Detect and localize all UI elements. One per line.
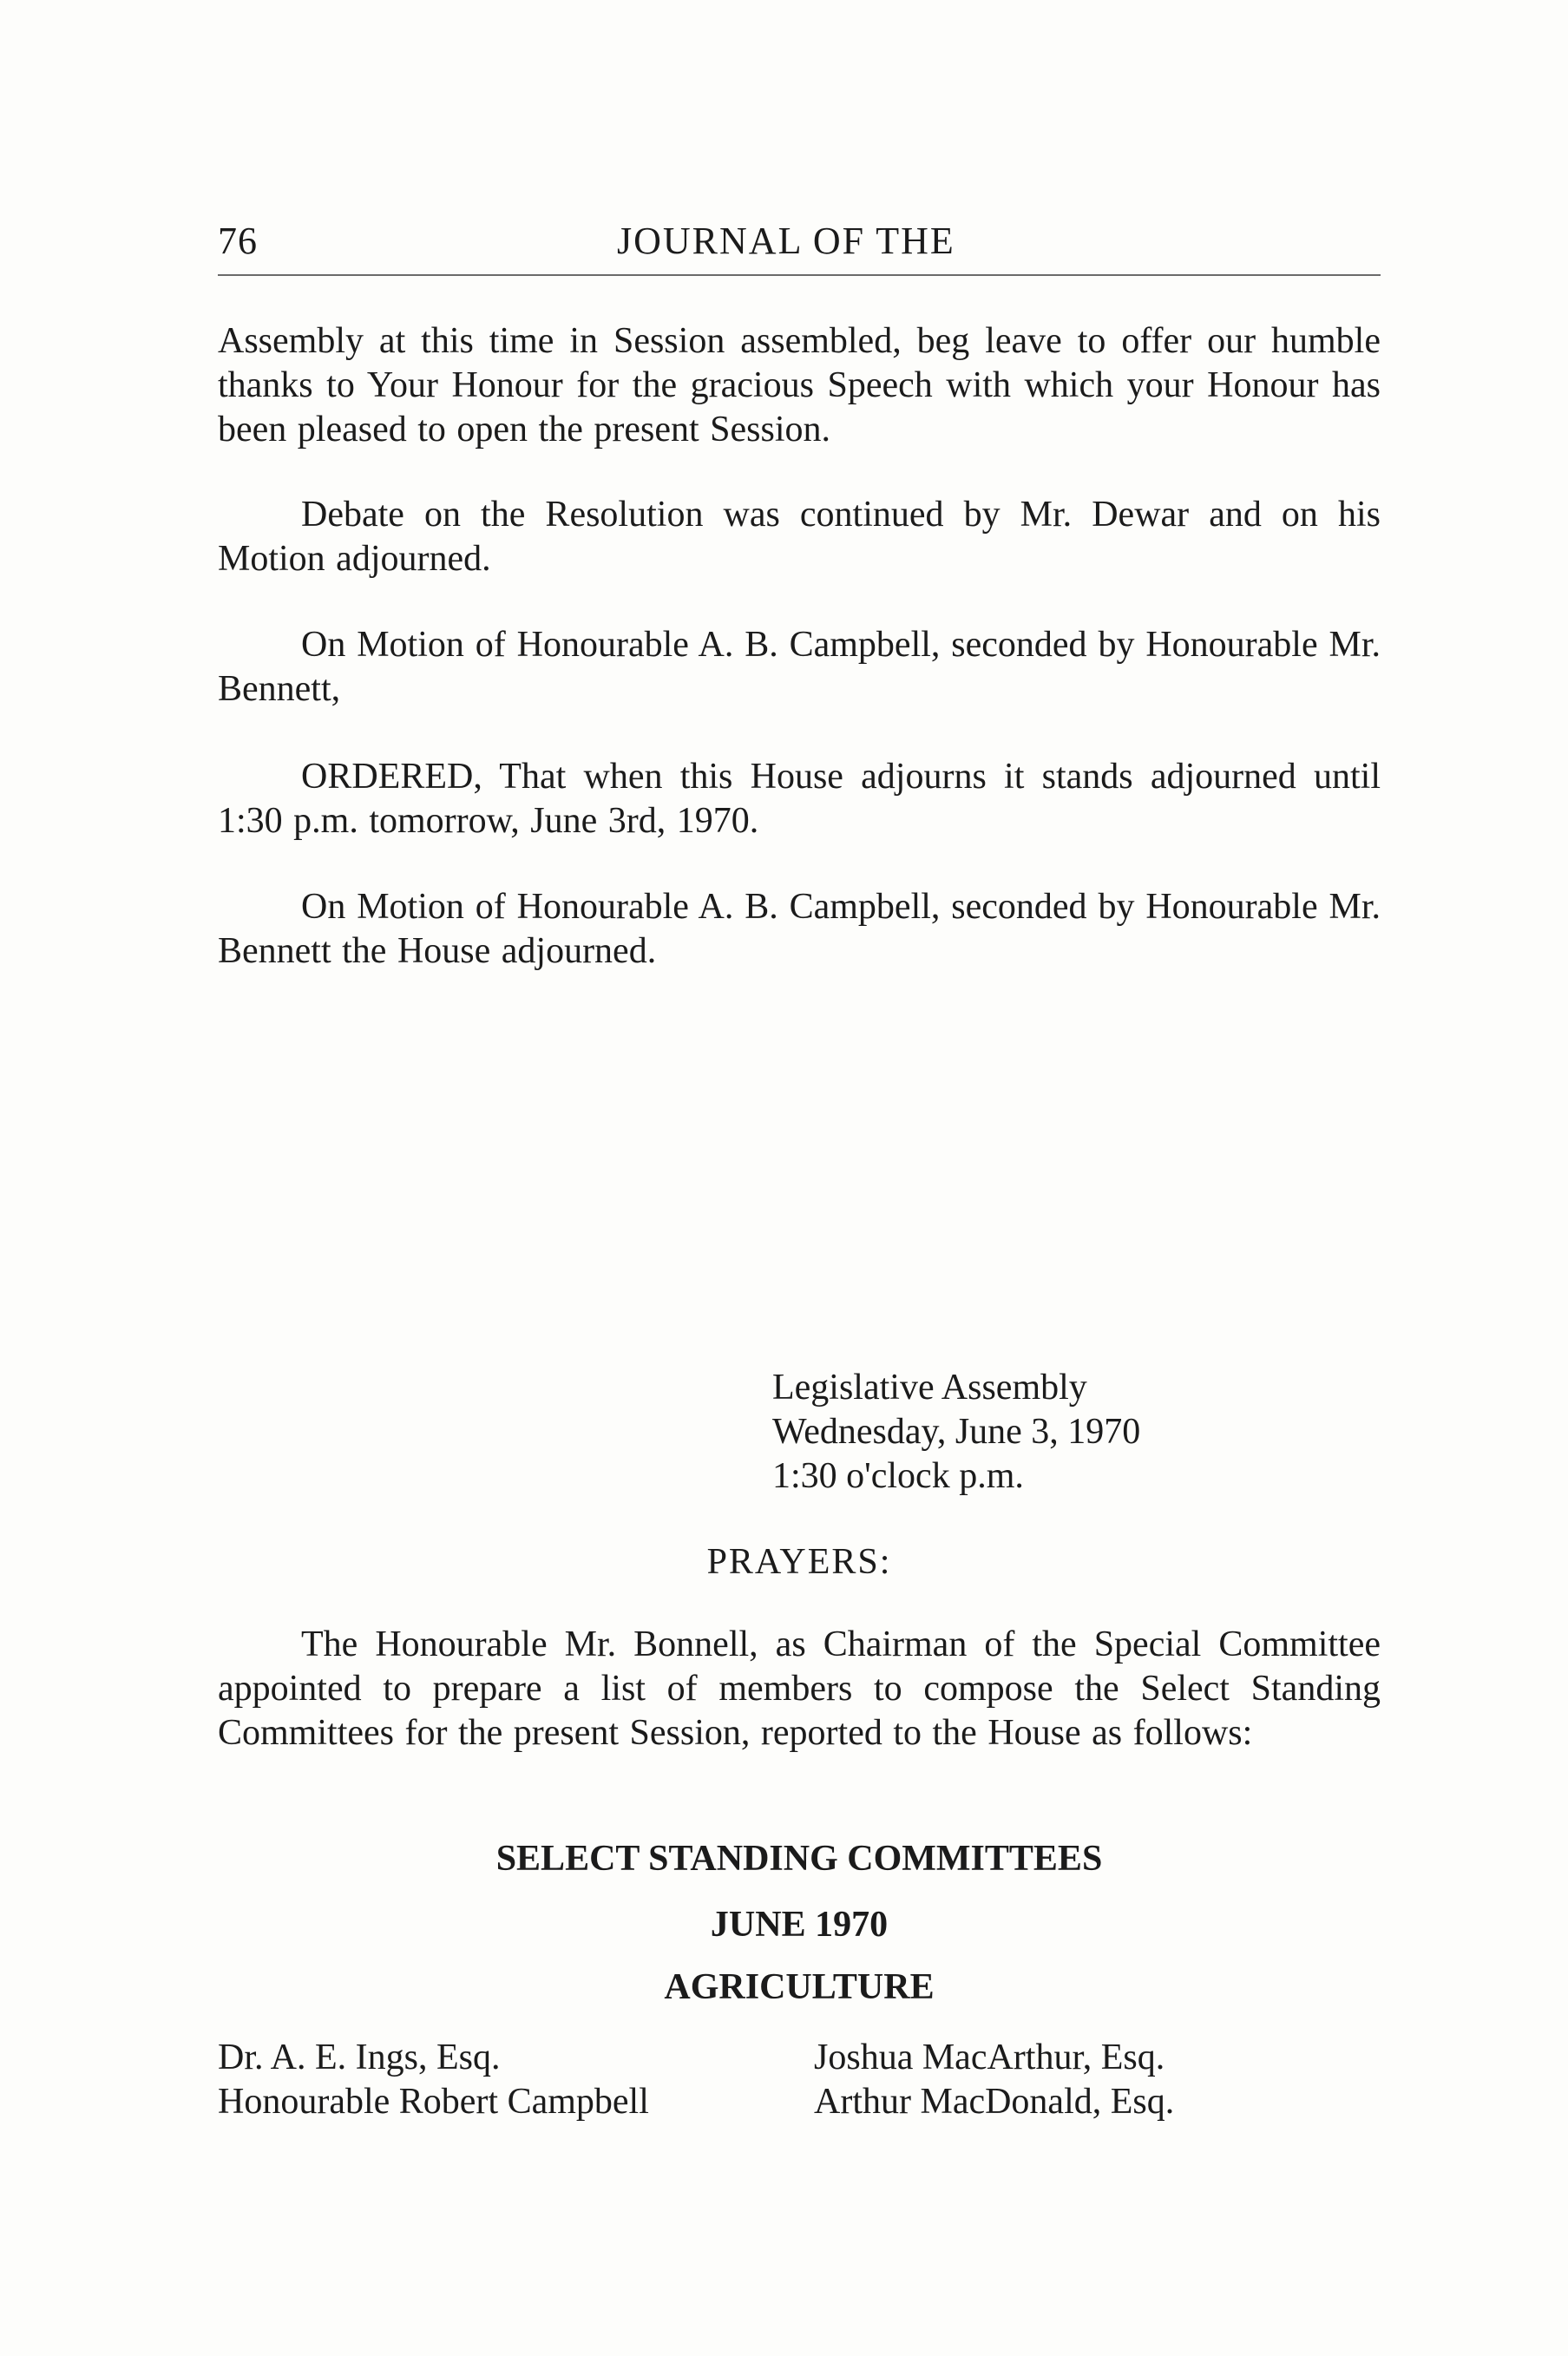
page-number: 76 [218, 220, 258, 262]
committees-date: JUNE 1970 [710, 1905, 889, 1945]
member-name: Arthur MacDonald, Esq. [814, 2082, 1175, 2122]
paragraph-motion-1: On Motion of Honourable A. B. Campbell, seconded by Honourable Mr. Bennett, [218, 625, 1381, 709]
dateline-time: 1:30 o'clock p.m. [772, 1456, 1024, 1496]
prayers-heading: PRAYERS: [706, 1542, 892, 1582]
paragraph-report: The Honourable Mr. Bonnell, as Chairman of the Special Committee appointed to prepare a list of members to compose the Select Standing Committees for the present Session, reported to the House as follows: [218, 1624, 1381, 1753]
report-block [218, 1623, 1381, 1756]
members-left-column [218, 2036, 773, 2124]
running-head: JOURNAL OF THE [617, 220, 955, 262]
committees-title: SELECT STANDING COMMITTEES [495, 1839, 1103, 1879]
member-name: Joshua MacArthur, Esq. [814, 2038, 1165, 2077]
debate-block [218, 493, 1381, 581]
paragraph-motion-adjourn: On Motion of Honourable A. B. Campbell, seconded by Honourable Mr. Bennett the House adjourned. [218, 887, 1381, 971]
order-block [218, 755, 1381, 843]
motion-block-1 [218, 623, 1381, 712]
page-header [218, 219, 1381, 272]
motion-block-2 [218, 885, 1381, 974]
paragraph-debate: Debate on the Resolution was continued by Mr. Dewar and on his Motion adjourned. [218, 495, 1381, 579]
member-name: Dr. A. E. Ings, Esq. [218, 2038, 501, 2077]
sitting-dateline [772, 1366, 1380, 1499]
header-rule [218, 274, 1381, 276]
paragraph-address-thanks: Assembly at this time in Session assembled, beg leave to offer our humble thanks to Your Honour for the gracious Speech with which your Honour has been pleased to open the present Session. [218, 321, 1381, 450]
paragraph-ordered: ORDERED, That when this House adjourns it stands adjourned until 1:30 p.m. tomorrow, June 3rd, 1970. [218, 757, 1381, 841]
member-name: Honourable Robert Campbell [218, 2082, 649, 2122]
committee-section-agriculture: AGRICULTURE [664, 1967, 935, 2007]
address-continuation [218, 319, 1381, 452]
members-right-column [814, 2036, 1369, 2124]
dateline-date: Wednesday, June 3, 1970 [772, 1412, 1141, 1452]
dateline-assembly: Legislative Assembly [772, 1368, 1087, 1408]
